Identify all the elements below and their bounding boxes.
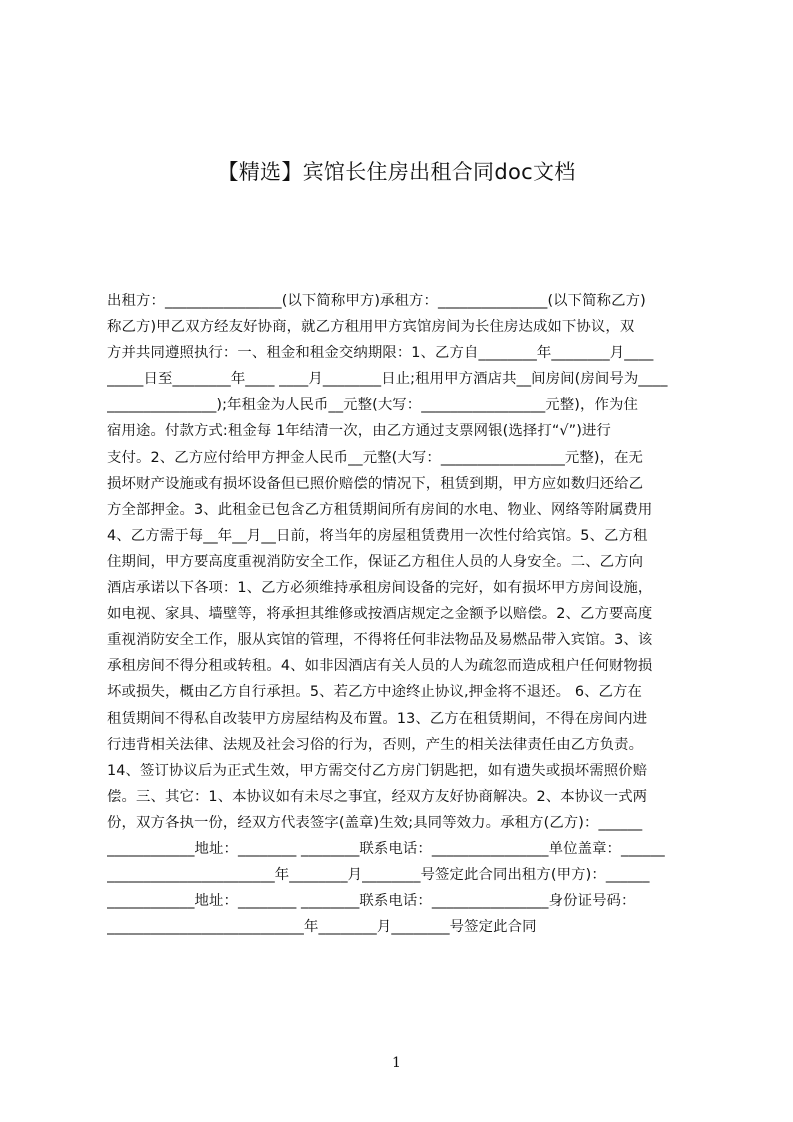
body-line: _______________________年________月________号签定此合同出租方(甲方)：______ — [107, 867, 650, 884]
body-line: 偿。三、其它：1、本协议如有未尽之事宜，经双方友好协商解决。2、本协议一式两 — [107, 788, 648, 805]
contract-body — [107, 288, 697, 940]
body-line: 如电视、家具、墙壁等，将承担其维修或按酒店规定之金额予以赔偿。2、乙方要高度 — [107, 606, 653, 623]
body-line: 重视消防安全工作，服从宾馆的管理，不得将任何非法物品及易燃品带入宾馆。3、该 — [107, 632, 653, 649]
body-line: 方全部押金。3、此租金已包含乙方租赁期间所有房间的水电、物业、网络等附属费用 — [107, 501, 653, 518]
document-title: 【精选】宾馆长住房出租合同doc文档 — [217, 160, 576, 185]
body-line: 酒店承诺以下各项：1、乙方必须维持承租房间设备的完好，如有损坏甲方房间设施， — [107, 580, 653, 597]
body-line: 损坏财产设施或有损坏设备但已照价赔偿的情况下，租赁到期，甲方应如数归还给乙 — [107, 475, 644, 492]
body-line: 支付。2、乙方应付给甲方押金人民币__元整(大写：_________________元整)，在无 — [107, 449, 644, 466]
body-line: 行违背相关法律、法规及社会习俗的行为，否则，产生的相关法律责任由乙方负责。 — [107, 736, 644, 753]
body-line: 14、签订协议后为正式生效，甲方需交付乙方房门钥匙把，如有遗失或损坏需照价赔 — [107, 762, 648, 779]
body-line: _______________);年租金为人民币__元整(大写：_________________元整)，作为住 — [107, 397, 638, 414]
body-line: 坏或损失，概由乙方自行承担。5、若乙方中途终止协议,押金将不退还。 6、乙方在 — [107, 684, 643, 701]
body-line: 租赁期间不得私自改装甲方房屋结构及布置。13、乙方在租赁期间，不得在房间内进 — [107, 710, 648, 727]
body-line: 4、乙方需于每__年__月__日前，将当年的房屋租赁费用一次性付给宾馆。5、乙方租 — [107, 527, 648, 544]
body-line: 住期间，甲方要高度重视消防安全工作，保证乙方租住人员的人身安全。二、乙方向 — [107, 553, 644, 570]
body-line: 称乙方)甲乙双方经友好协商，就乙方租用甲方宾馆房间为长住房达成如下协议，双 — [107, 319, 635, 336]
body-line: 方并共同遵照执行：一、租金和租金交纳期限：1、乙方自________年________月____ — [107, 345, 654, 362]
body-line: ___________________________年________月________号签定此合同 — [107, 919, 537, 936]
body-line: ____________地址：________ ________联系电话：________________单位盖章：______ — [107, 840, 665, 857]
body-line: _____日至________年____ ____月________日止;租用甲方酒店共__间房间(房间号为____ — [107, 371, 668, 388]
body-line: 出租方：________________(以下简称甲方)承租方：_______________(以下简称乙方) — [107, 293, 646, 309]
page-number: 1 — [392, 1055, 401, 1071]
body-line: 承租房间不得分租或转租。4、如非因酒店有关人员的人为疏忽而造成租户任何财物损 — [107, 658, 653, 675]
body-line: 宿用途。付款方式:租金每 1年结清一次，由乙方通过支票网银(选择打“√”)进行 — [107, 423, 611, 440]
body-line: ____________地址：________ ________联系电话：________________身份证号码： — [107, 893, 636, 910]
body-line: 份，双方各执一份，经双方代表签字(盖章)生效;具同等效力。承租方(乙方)：______ — [107, 814, 643, 831]
